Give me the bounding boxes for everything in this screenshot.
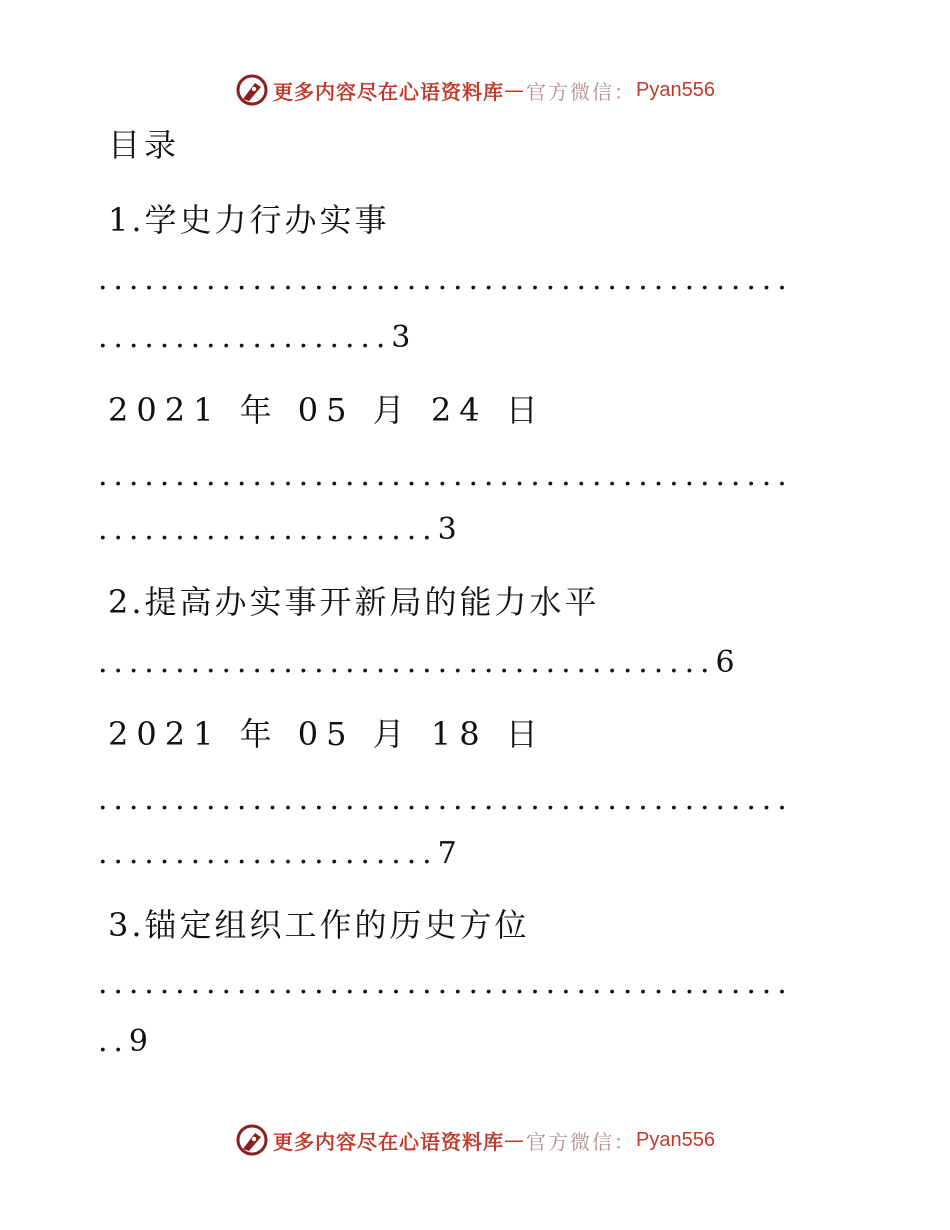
pen-nib-logo-icon: [235, 1123, 269, 1157]
toc-entry-2-date: 2021 年 05 月 18 日: [108, 715, 546, 753]
leader-dots: ......................: [98, 836, 438, 871]
toc-entry-1-date: 2021 年 05 月 24 日: [108, 391, 546, 429]
leader-dots: ...................: [98, 320, 392, 355]
toc-entry-3-leader: .............................................: [98, 966, 793, 1001]
toc-entry-2-date-leader: .............................................: [98, 782, 793, 817]
toc-entry-1-leader: .............................................: [98, 262, 793, 297]
leader-dots: ........................................: [98, 645, 716, 680]
wechat-handle: Pyan556: [636, 78, 715, 101]
leader-dots: ......................: [98, 512, 438, 547]
separator-dash: —: [504, 1128, 525, 1152]
wechat-label: 官方微信：: [526, 1129, 637, 1154]
wechat-label: 官方微信：: [526, 79, 637, 104]
separator-dash: —: [504, 78, 525, 102]
toc-entry-3-leader-end: [98, 1024, 148, 1060]
toc-entry-1-title: 1.学史力行办实事: [108, 201, 390, 239]
toc-entry-2-leader-end: [98, 645, 735, 681]
leader-dots: ..: [98, 1024, 129, 1059]
toc-entry-3-title: 3.锚定组织工作的历史方位: [108, 906, 530, 944]
wechat-handle: Pyan556: [636, 1128, 715, 1151]
toc-entry-2-date-leader-end: [98, 836, 457, 872]
toc-entry-2-title: 2.提高办实事开新局的能力水平: [108, 583, 600, 621]
brand-text: 更多内容尽在心语资料库: [273, 79, 505, 104]
toc-title: 目录: [108, 126, 181, 164]
page-number: 7: [437, 836, 457, 871]
brand-text: 更多内容尽在心语资料库: [273, 1129, 505, 1154]
footer-banner: [0, 1118, 950, 1162]
page-number: 3: [437, 512, 457, 547]
toc-entry-1-leader-end: [98, 320, 410, 356]
pen-nib-logo-icon: [235, 73, 269, 107]
page-number: 6: [715, 645, 735, 680]
page-number: 9: [128, 1024, 148, 1059]
page-number: 3: [391, 320, 411, 355]
toc-entry-1-date-leader: .............................................: [98, 458, 793, 493]
toc-entry-1-date-leader-end: [98, 512, 457, 548]
header-banner: [0, 68, 950, 112]
